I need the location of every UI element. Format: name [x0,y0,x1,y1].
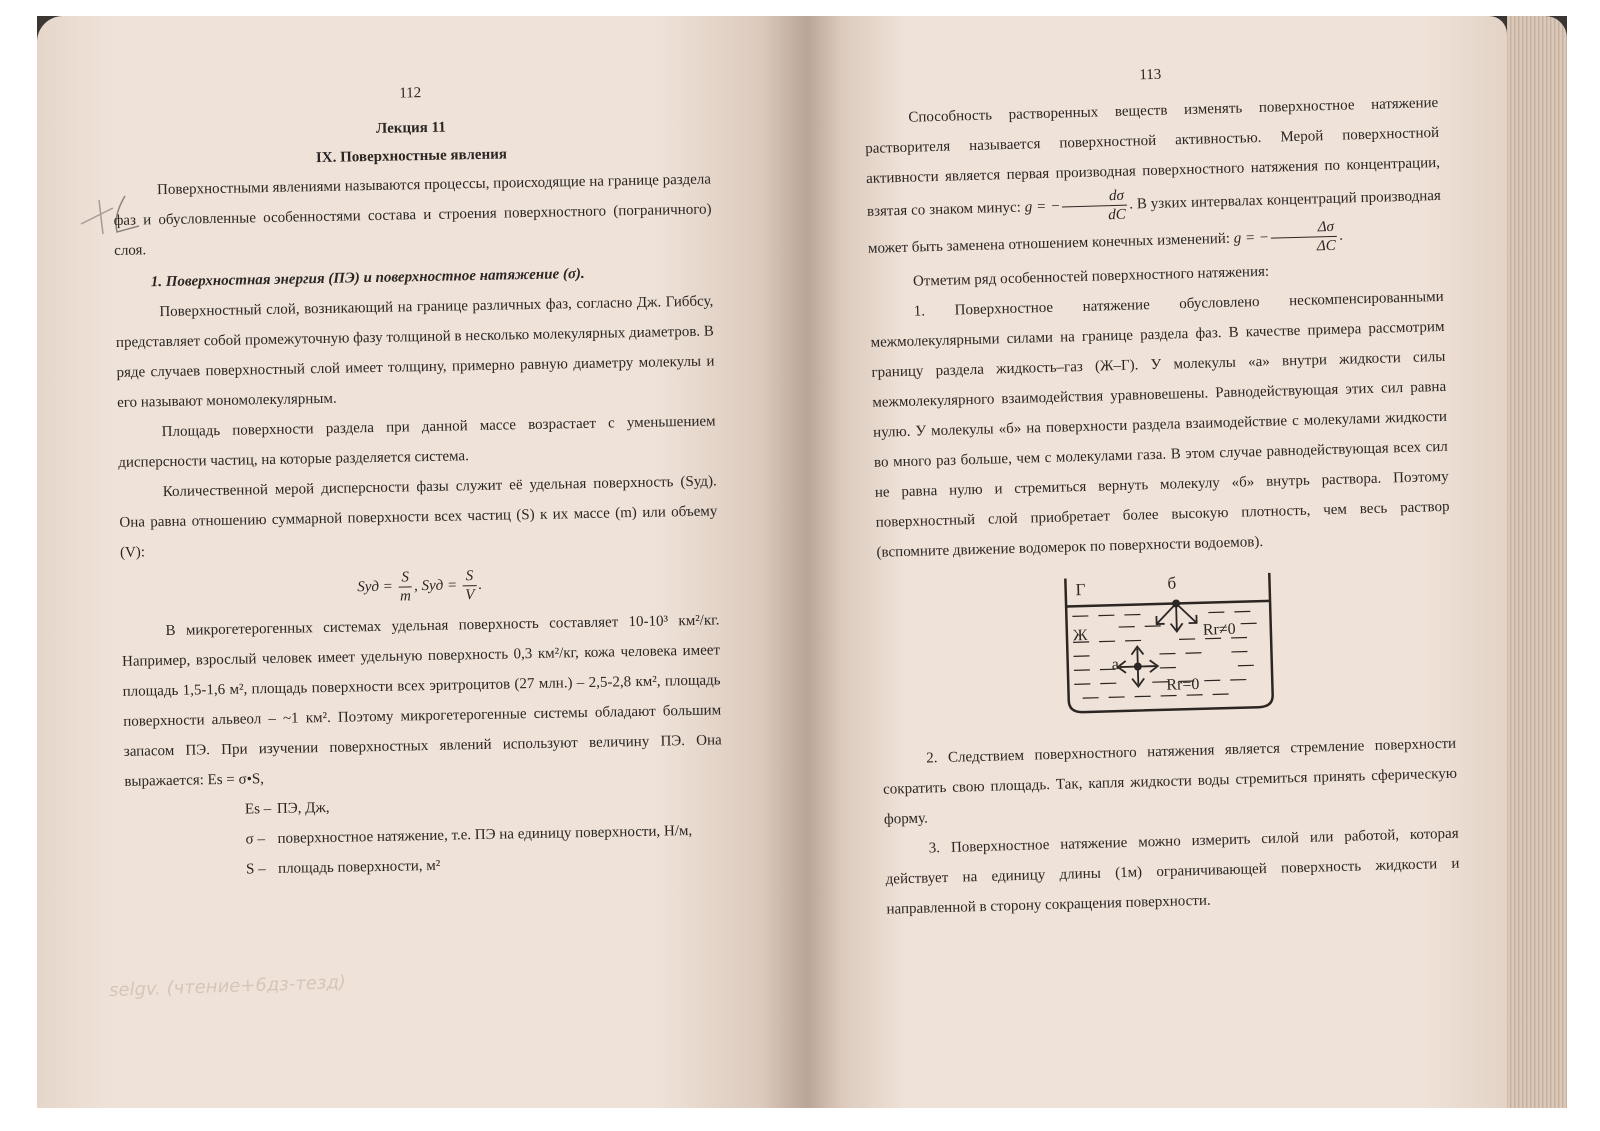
page-number: 112 [399,85,422,102]
right-page-content [863,52,1461,925]
paragraph: 3. Поверхностное натяжение можно измерить силой или работой, которая действует на единицу длины (1м) ограничивающей поверхность жидкости и направленной в сторону сокращения поверхности. [885,825,1460,918]
paragraph: Отметим ряд особенностей поверхностного натяжения: [912,263,1270,290]
paragraph: Поверхностный слой, возникающий на границе различных фаз, согласно Дж. Гиббсу, представляет собой промежуточную фазу толщиной в несколько молекулярных диаметров. В ряде случаев поверхностный слой имеет толщину, примерно равную диаметру молекулы и его называют мономолекулярным. [115,293,715,411]
section-heading: 1. Поверхностная энергия (ПЭ) и поверхностное натяжение (σ). [150,265,585,291]
definition-item: σ – поверхностное натяжение, т.е. ПЭ на единицу поверхности, Н/м, [245,822,693,848]
paragraph: Способность растворенных веществ изменять поверхностное натяжение растворителя называется поверхностной активностью. Мерой поверхностной активности является первая производная поверхностного натяжения по концентрации, взятая со знаком минус: g = − $\frac{d\sigma}{dC}$ . В узких интервалах концентраций производная может быть заменена отношением конечных изменений: g = − $\frac{\Delta\sigma}{\Delta C}$ . [865,94,1442,257]
definition-list [245,785,725,884]
right-page [807,16,1507,1108]
book-page-edges [1507,16,1567,1108]
paragraph: 2. Следствием поверхностного натяжения является стремление поверхности сократить свою площадь. Так, капля жидкости воды стремиться принять сферическую форму. [882,735,1458,828]
molecule-a-label: а [1111,656,1120,674]
molecule-b-label: б [1167,573,1177,593]
gas-label: Г [1075,579,1086,600]
lecture-title: Лекция 11 [375,119,446,137]
derivative-fraction: $\frac{d\sigma}{dC}$ [1062,187,1128,226]
paragraph: Площадь поверхности раздела при данной массе возрастает с уменьшением дисперсности частиц, на которые разделяется система. [118,413,716,471]
intro-paragraph: Поверхностными явлениями называются процессы, происходящие на границе раздела фаз и обусловленные особенностями состава и строения поверхностного (пограничного) слоя. [113,171,712,259]
pencil-note: selgv. (чтение+6дз-тезд) [108,971,347,1002]
specific-surface-formula: Sуд = $\frac{S}{m}$ , Sуд = $\frac{S}{V}$ . [357,568,483,605]
paragraph: В микрогетерогенных системах удельная поверхность составляет 10-10³ км²/кг. Например, взрослый человек имеет удельную поверхность 0,3 км²/кг, кожа человека имеет площадь 1,5-1,6 м², площадь поверхности всех эритроцитов (27 млн.) – 2,5-2,8 км², площадь поверхности альвеол – ~1 км². Поэтому микрогетерогенные системы обладают большим запасом ПЭ. При изучении поверхностных явлений используют величину ПЭ. Она выражается: Es = σ•S, [121,612,722,790]
chapter-title: IX. Поверхностные явления [315,146,508,167]
paragraph: Количественной мерой дисперсности фазы служит её удельная поверхность (Sуд). Она равна отношению суммарной поверхности всех частиц (S) к их массе (m) или объему (V): [119,473,718,561]
definition-item: S – площадь поверхности, м² [245,857,441,878]
left-page [37,16,807,1108]
page-number: 113 [1139,66,1162,84]
resultant-nonzero-label: Rr≠0 [1202,620,1236,639]
book-scan [37,16,1567,1108]
finite-difference-fraction: $\frac{\Delta\sigma}{\Delta C}$ [1270,218,1337,257]
definition-item: Es – ПЭ, Дж, [244,799,330,818]
liquid-gas-interface-diagram [1057,560,1455,732]
paragraph: 1. Поверхностное натяжение обусловлено нескомпенсированными межмолекулярными силами на границе раздела фаз. В качестве примера рассмотрим границу раздела жидкость–газ (Ж–Г). У молекулы «а» внутри жидкости силы межмолекулярного взаимодействия уравновешены. Равнодействующая этих сил равна нулю. У молекулы «б» на поверхности раздела взаимодействие с молекулами жидкости во много раз больше, чем с молекулами газа. В этом случае равнодействующая всех сил не равна нулю и стремиться вернуть молекулу «б» внутрь раствора. Поэтому поверхностный слой приобретает более высокую плотность, чем весь раствор (вспомните движение водомерок по поверхности водоемов). [870,288,1450,561]
resultant-zero-label: Rr=0 [1166,675,1200,694]
liquid-label: Ж [1072,626,1088,645]
left-page-content [111,73,724,887]
